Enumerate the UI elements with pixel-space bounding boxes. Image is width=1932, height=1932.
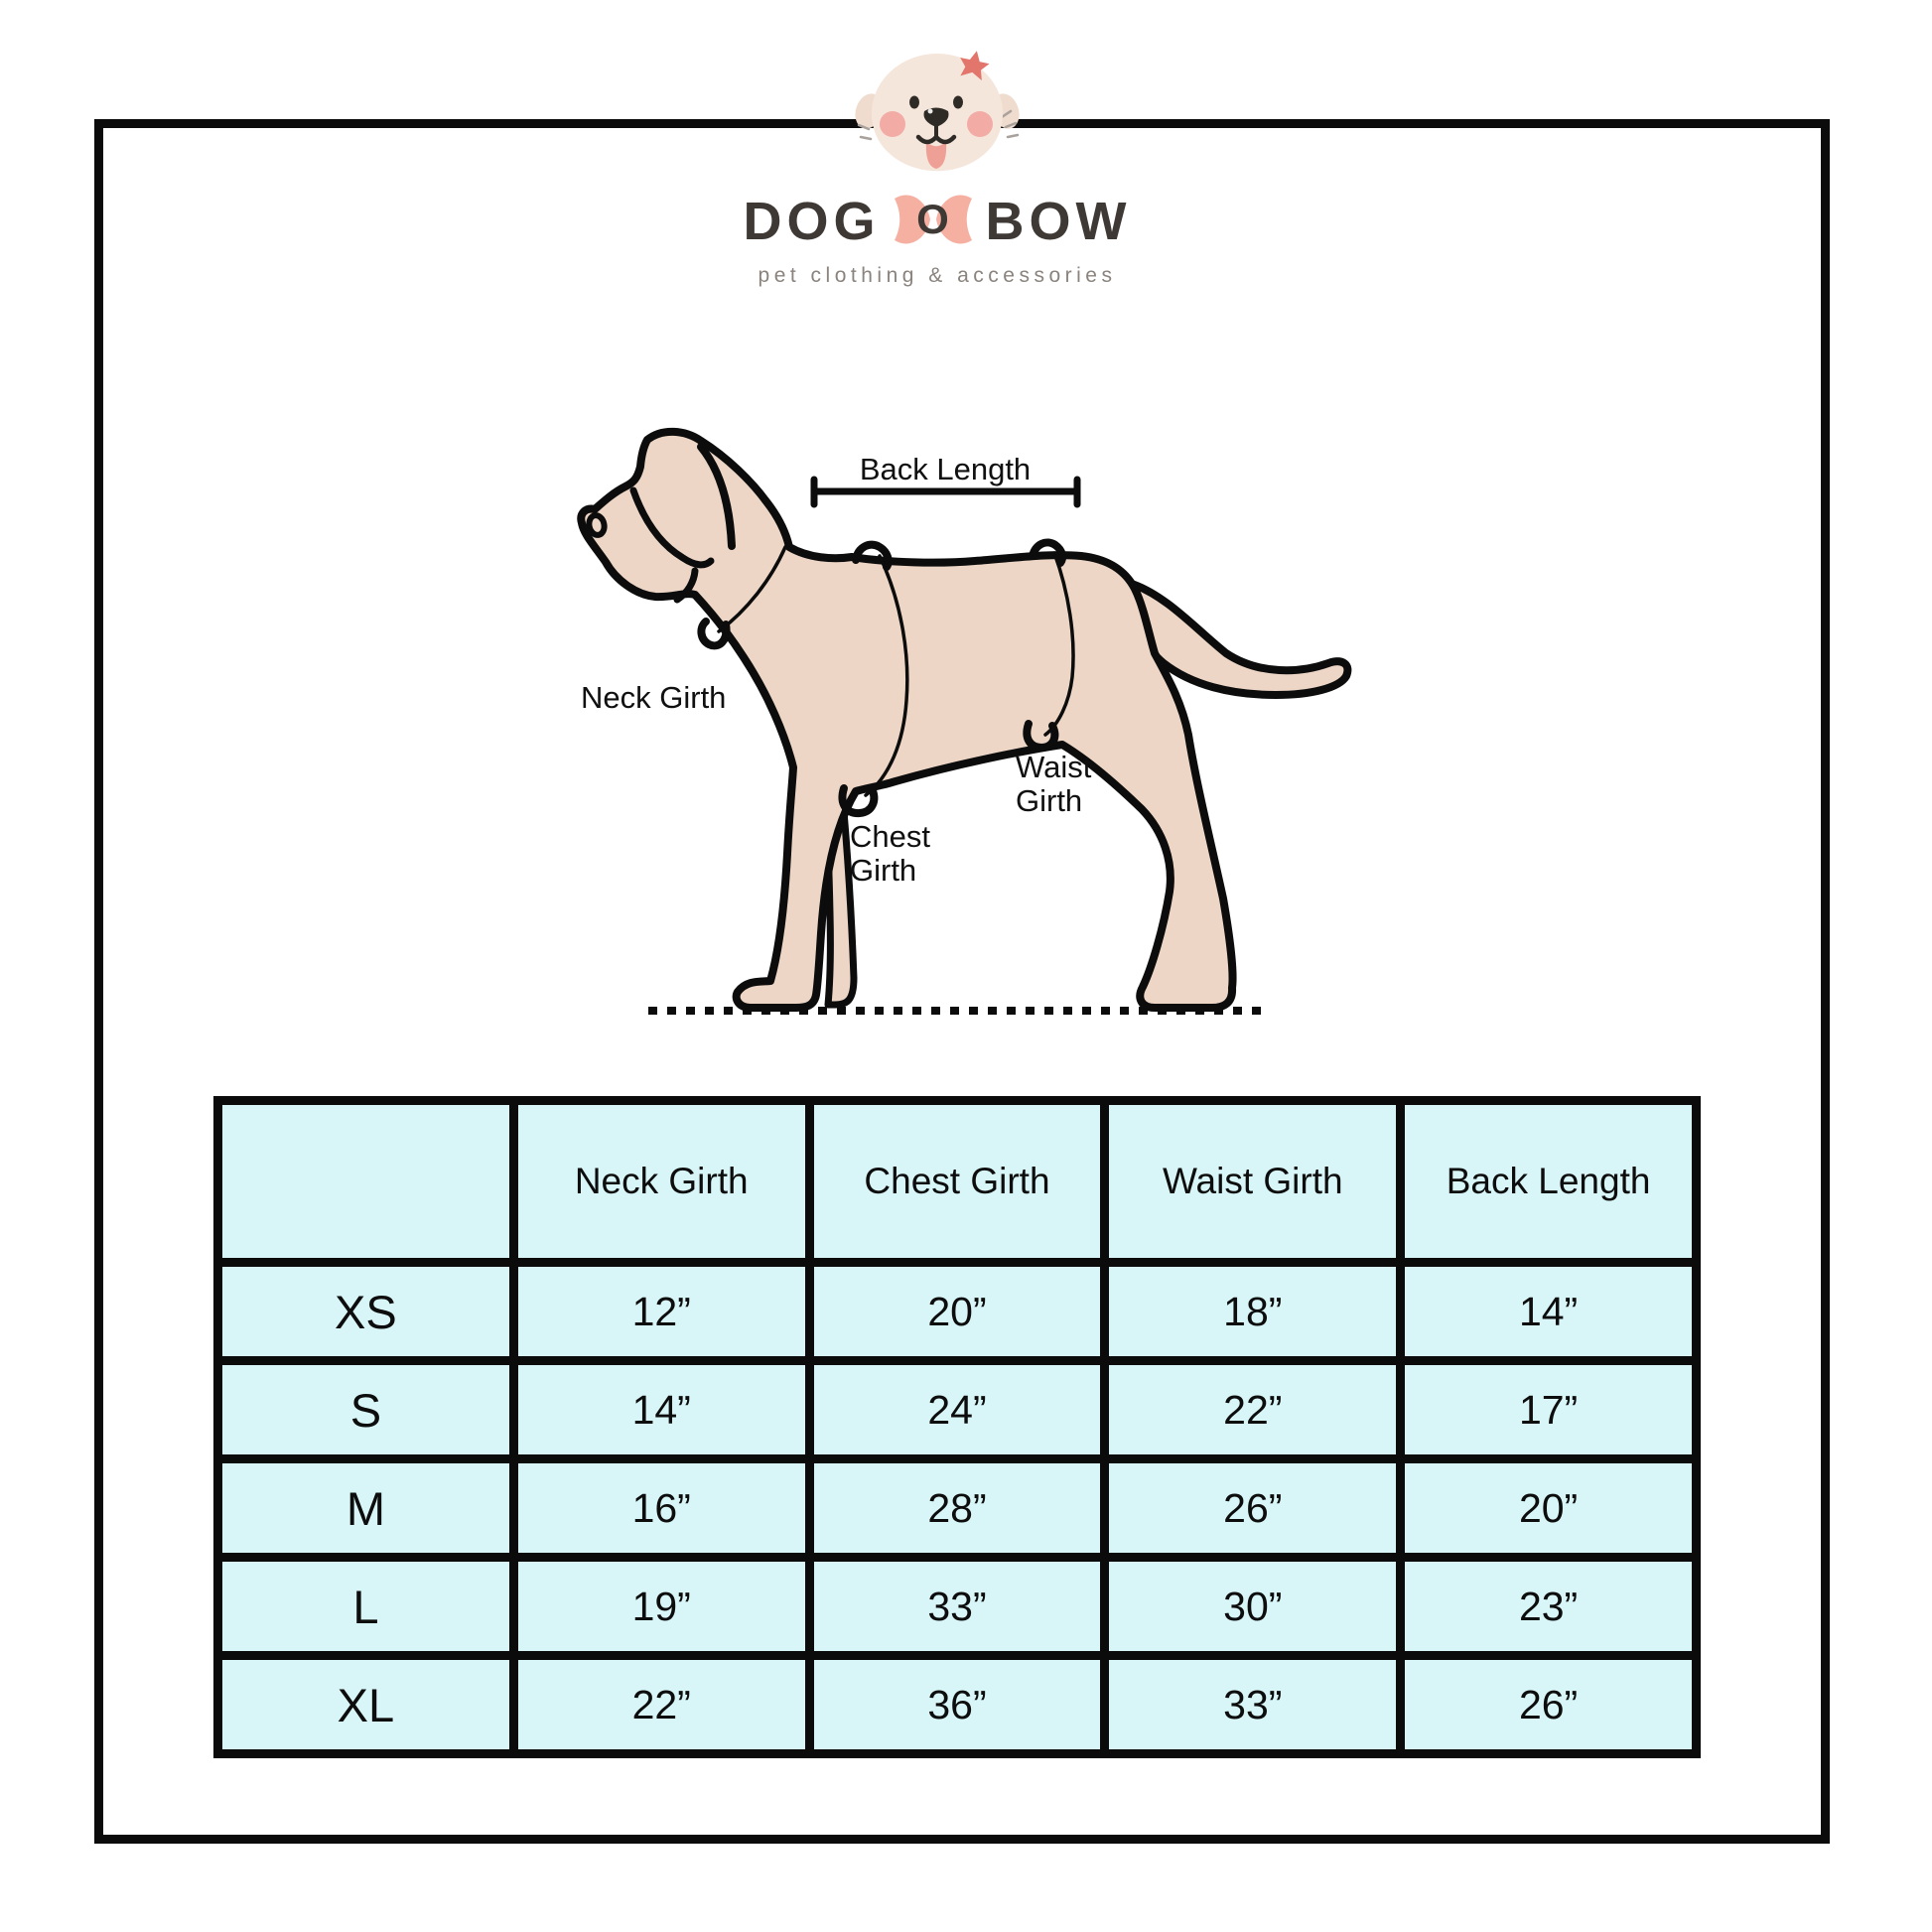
waist-girth-cell: 33” — [1105, 1656, 1401, 1754]
size-row-m — [218, 1459, 1697, 1558]
back-length-header: Back Length — [1401, 1101, 1697, 1263]
back-length-cell: 14” — [1401, 1263, 1697, 1361]
size-row-s — [218, 1361, 1697, 1459]
brand-logo — [709, 46, 1166, 288]
dog-body — [581, 432, 1232, 1008]
size-row-xl — [218, 1656, 1697, 1754]
waist-girth-label: Waist Girth — [1016, 750, 1092, 818]
neck-girth-cell: 19” — [513, 1558, 809, 1656]
neck-girth-label: Neck Girth — [581, 680, 727, 715]
neck-girth-cell: 14” — [513, 1361, 809, 1459]
brand-tagline: pet clothing & accessories — [758, 264, 1117, 287]
waist-girth-cell: 30” — [1105, 1558, 1401, 1656]
size-row-l — [218, 1558, 1697, 1656]
size-row-xs — [218, 1263, 1697, 1361]
neck-girth-hook — [701, 621, 726, 645]
neck-girth-cell: 22” — [513, 1656, 809, 1754]
back-length-cell: 17” — [1401, 1361, 1697, 1459]
waist-girth-header: Waist Girth — [1105, 1101, 1401, 1263]
neck-girth-cell: 16” — [513, 1459, 809, 1558]
chest-girth-cell: 36” — [809, 1656, 1105, 1754]
size-cell: M — [218, 1459, 514, 1558]
back-length-label: Back Length — [859, 452, 1032, 486]
brand-letter-o: O — [916, 196, 949, 243]
back-length-cell: 26” — [1401, 1656, 1697, 1754]
size-chart-table — [213, 1096, 1701, 1758]
brand-word-bow: BOW — [985, 192, 1132, 251]
size-cell: L — [218, 1558, 514, 1656]
dog-measurement-diagram — [427, 328, 1360, 1023]
waist-girth-cell: 26” — [1105, 1459, 1401, 1558]
neck-girth-cell: 12” — [513, 1263, 809, 1361]
size-cell: XL — [218, 1656, 514, 1754]
header-row — [218, 1101, 1697, 1263]
waist-girth-cell: 18” — [1105, 1263, 1401, 1361]
neck-girth-header: Neck Girth — [513, 1101, 809, 1263]
bowtie-logo-glyph — [891, 193, 976, 250]
brand-word-dog: DOG — [743, 192, 881, 251]
brand-name — [709, 191, 1166, 252]
corner-header-cell — [218, 1101, 514, 1263]
chest-girth-label: Chest Girth — [850, 819, 930, 888]
chest-girth-cell: 33” — [809, 1558, 1105, 1656]
back-length-cell: 20” — [1401, 1459, 1697, 1558]
chest-girth-cell: 28” — [809, 1459, 1105, 1558]
chest-girth-cell: 20” — [809, 1263, 1105, 1361]
chest-girth-cell: 24” — [809, 1361, 1105, 1459]
size-cell: XS — [218, 1263, 514, 1361]
dog-face-logo-icon — [853, 46, 1022, 185]
waist-girth-cell: 22” — [1105, 1361, 1401, 1459]
back-length-cell: 23” — [1401, 1558, 1697, 1656]
chest-girth-header: Chest Girth — [809, 1101, 1105, 1263]
size-cell: S — [218, 1361, 514, 1459]
